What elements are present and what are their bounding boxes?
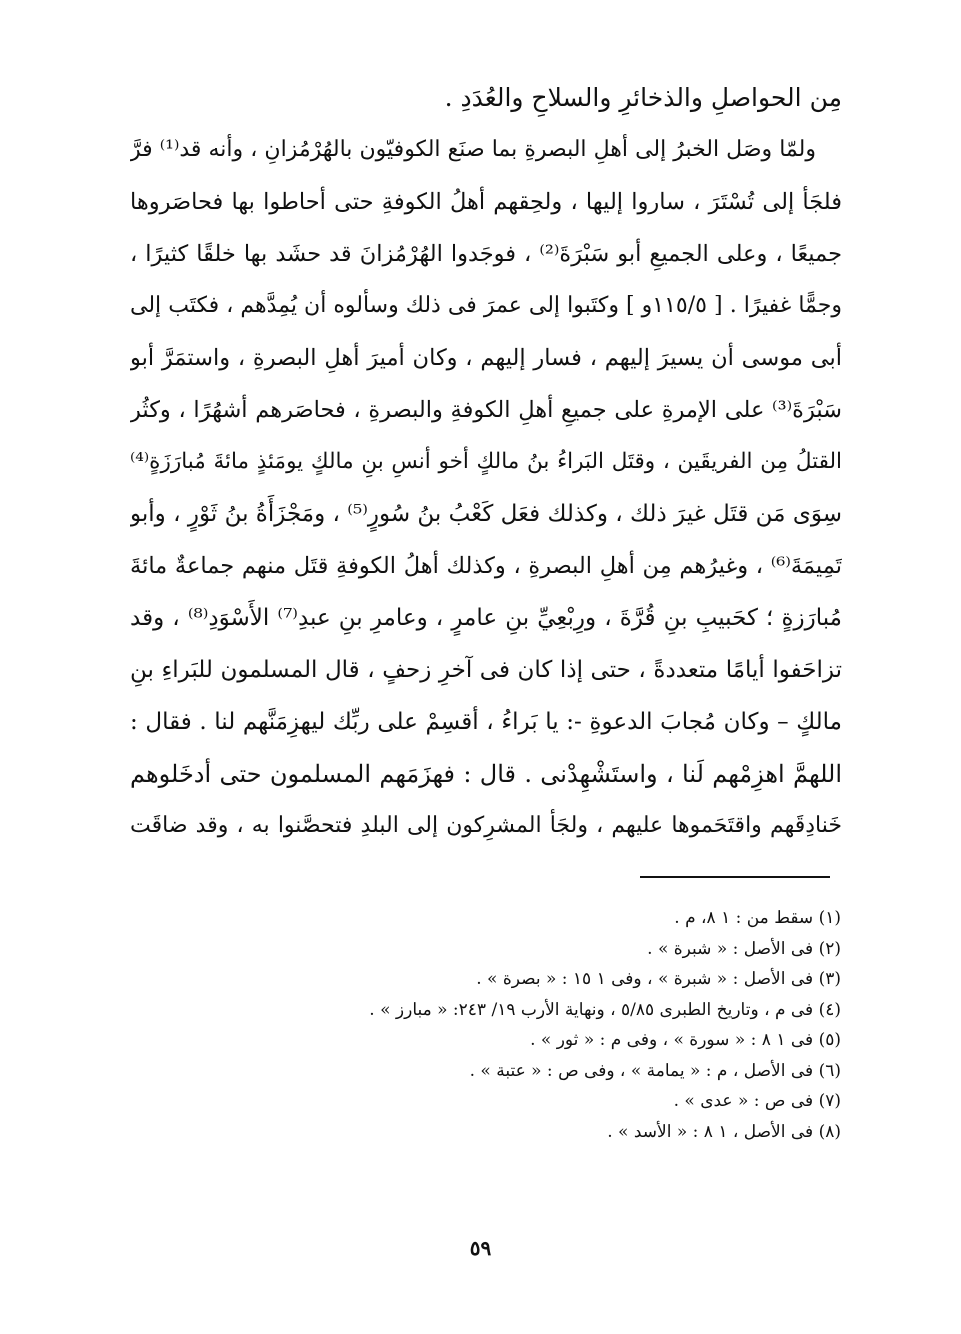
text-line: اللهمَّ اهزِمْهم لَنا ، واستَشْهِدْنى . قال : فهزَمَهم المسلمون حتى أدخَلوهم: [130, 760, 842, 788]
footnote: (٧) فى ص : « عدى » .: [673, 1091, 841, 1111]
text-line: جميعًا ، وعلى الجميعِ أبو سَبْرَةَ⁽²⁾ ، فوجَدوا الهُرْمُزانَ قد حشَد بها خلقًا كثيرًا ،: [130, 241, 842, 267]
text-line: خَنادِقَهم واقتَحَموها عليهم ، ولجَأ المشرِكون إلى البلدِ فتحصَّنوا به ، وقد ضاقَت: [130, 813, 842, 838]
text-line: فلجَأ إلى تُسْتَرَ ، ساروا إليها ، ولحِقهم أهلُ الكوفةِ حتى أحاطوا بها فحاصَروها: [130, 189, 842, 215]
footnote: (٤) فى م ، وتاريخ الطبرى ٥/٨٥ ، ونهاية الأرب ١٩/ ٢٤٣: « مبارز » .: [369, 999, 841, 1020]
text-line: وجمًّا غفيرًا . [ ١١٥/٥و ] وكتَبوا إلى عمرَ فى ذلك وسألوه أن يُمِدَّهم ، فكتَب إلى: [130, 293, 842, 318]
text-line: مِن الحواصلِ والذخائرِ والسلاحِ والعُدَدِ .: [444, 83, 842, 112]
footnotes: [121, 903, 841, 1147]
text-line: ولمّا وصَل الخبرُ إلى أهلِ البصرةِ بما صنَع الكوفيّون بالهُرْمُزانِ ، وأنه قد⁽¹⁾ فرَّ: [130, 137, 816, 162]
text-line: تَمِيمَةَ⁽⁶⁾ ، وغيرُهم مِن أهلِ البصرةِ ، وكذلك أهلُ الكوفةِ قتَل منهم جماعةٌ مائةَ: [130, 553, 842, 579]
text-line: أبى موسى أن يسيرَ إليهم ، فسار إليهم ، وكان أميرَ أهلِ البصرةِ ، واستمَرَّ أبو: [130, 345, 842, 371]
text-line: مُبارَزةٍ ؛ كحَبيبِ بنِ قُرَّةَ ، ورِبْعِيِّ بنِ عامرٍ ، وعامرِ بنِ عبدِ⁽⁷⁾ الأَسْوَدِ⁽⁸⁾ ، وقد: [130, 605, 842, 631]
text-line: مالكٍ – وكان مُجابَ الدعوةِ -: يا بَراءُ ، أقسِمْ على ربِّك ليهزِمَنَّهم لنا . فقال :: [130, 709, 842, 735]
footnote: (٣) فى الأصل : « شبرة » ، وفى ١ ١٥ : « بصرة » .: [476, 969, 841, 989]
footnote-separator: [640, 876, 830, 878]
footnote: (١) سقط من : ١ ٨، م .: [674, 908, 841, 928]
text-line: سَبْرَةَ⁽³⁾ على الإمرةِ على جميعِ أهلِ الكوفةِ والبصرةِ ، فحاصَرهم أشهُرًا ، وكثُر: [130, 397, 842, 423]
footnote: (٦) فى الأصل ، م : « يمامة » ، وفى ص : « عتبة » .: [469, 1060, 841, 1081]
footnote: (٨) فى الأصل ، ١ ٨ : « الأسد » .: [607, 1121, 841, 1142]
main-text: [130, 72, 842, 852]
text-line: القتلُ مِن الفريقَين ، وقتَل البَراءُ بنُ مالكٍ أخو أنسِ بنِ مالكٍ يومَئذٍ مائةَ مُبارَزَةٍ⁽⁴⁾: [130, 449, 842, 474]
footnote: (٢) فى الأصل : « شبرة » .: [647, 938, 841, 959]
text-line: سِوَى مَن قتَل غيرَ ذلك ، وكذلك فعَل كَعْبُ بنُ سُورٍ⁽⁵⁾ ، ومَجْزَأَةُ بنُ ثَوْرٍ ، وأبو: [130, 501, 842, 527]
text-line: تزاحَفوا أيامًا متعددةً ، حتى إذا كان فى آخرِ زحفٍ ، قال المسلمون للبَراءِ بنِ: [130, 657, 842, 683]
footnote: (٥) فى ١ ٨ : « سورة » ، وفى م : « ثور » .: [530, 1030, 841, 1050]
page-number: ٥٩: [469, 1236, 492, 1260]
